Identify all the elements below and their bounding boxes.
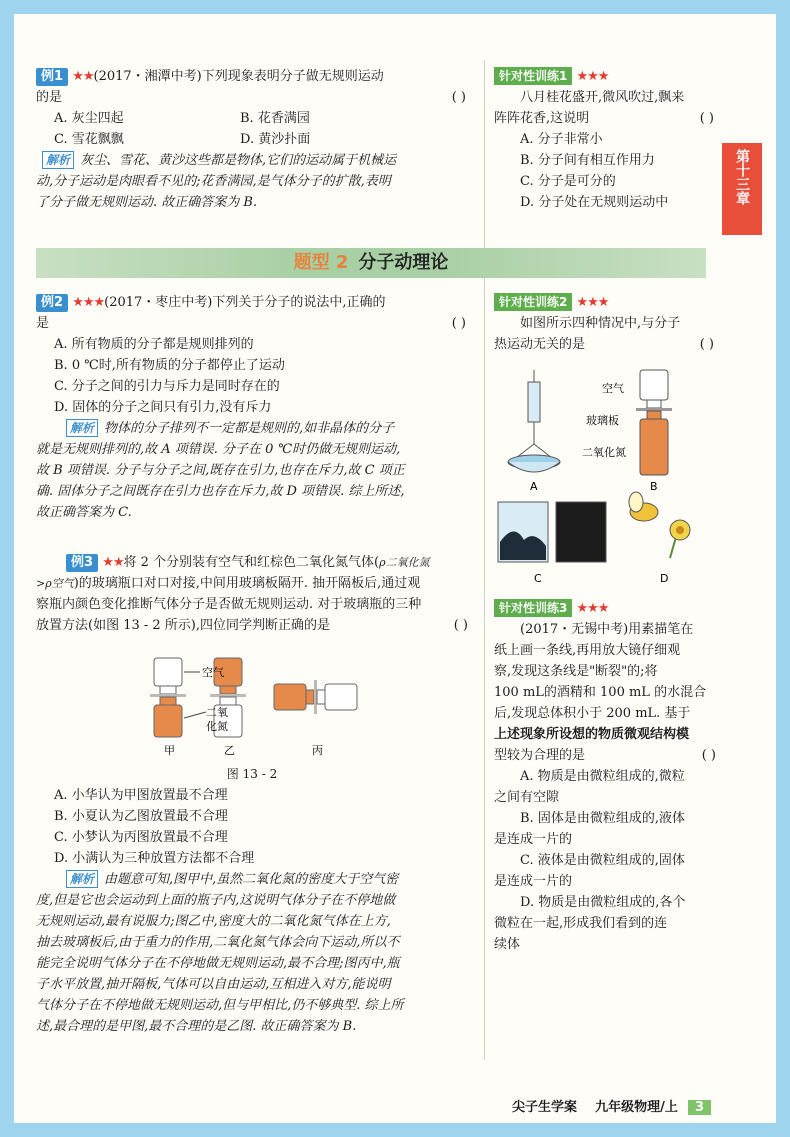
analysis-tag: 解析 (66, 419, 98, 437)
difficulty-stars: ★★★ (576, 295, 609, 310)
option-b: B. 固体是由微粒组成的,液体 (520, 811, 685, 826)
label-glass-plate: 玻璃板 (586, 414, 619, 427)
analysis-line: 由题意可知,图甲中,虽然二氧化氮的密度大于空气密 (104, 872, 399, 887)
difficulty-stars: ★★★ (72, 295, 105, 310)
example-1 (36, 66, 466, 213)
option-a: A. 所有物质的分子都是规则排列的 (54, 337, 254, 352)
label-air: 空气 (202, 666, 224, 679)
difficulty-stars: ★★★ (576, 69, 609, 84)
training-tag: 针对性训练1 (494, 67, 572, 85)
section-number: 题型 2 (293, 252, 349, 273)
example-tag: 例3 (66, 554, 98, 572)
question-line: 是 (36, 316, 50, 331)
option-b-cont: 是连成一片的 (494, 832, 573, 847)
figure-caption: 图 13 - 2 (226, 767, 278, 781)
difficulty-stars: ★★★ (576, 601, 609, 616)
page-footer (512, 1096, 711, 1115)
analysis-line: 故 B 项错误. 分子与分子之间,既存在引力,也存在斥力,故 C 项正 (36, 463, 405, 478)
label-bing: 丙 (312, 744, 323, 757)
difficulty-stars: ★★ (102, 555, 124, 570)
question-line: 后,发现总体积小于 200 mL. 基于 (494, 706, 691, 721)
label-no2: 化氮 (206, 720, 228, 733)
question-line: 察瓶内颜色变化推断气体分子是否做无规则运动. 对于玻璃瓶的三种 (36, 597, 422, 612)
chapter-tab-label: 第十三章 (734, 149, 750, 205)
answer-paren: ( ) (699, 111, 714, 126)
label-a: A (530, 480, 538, 493)
column-divider (484, 60, 485, 1060)
label-air: 空气 (602, 382, 624, 395)
option-b: B. 花香满园 (240, 111, 310, 126)
analysis-line: 确. 固体分子之间既存在引力也存在斥力,故 D 项错误. 综上所述, (36, 484, 405, 499)
option-a: A. 物质是由微粒组成的,微粒 (520, 769, 685, 784)
option-a: A. 分子非常小 (520, 132, 603, 147)
question-line: 纸上画一条线,再用放大镜仔细观 (494, 643, 681, 658)
analysis-line: 抽去玻璃板后,由于重力的作用,二氧化氮气体会向下运动,所以不 (36, 935, 400, 950)
option-d: D. 固体的分子之间只有引力,没有斥力 (54, 400, 272, 415)
option-d-cont: 续体 (494, 937, 521, 952)
option-b: B. 小夏认为乙图放置最不合理 (54, 809, 228, 824)
option-c: C. 小梦认为丙图放置最不合理 (54, 830, 228, 845)
option-c: C. 液体是由微粒组成的,固体 (520, 853, 685, 868)
figure-b (636, 370, 672, 475)
label-no2: 二氧 (206, 706, 228, 719)
label-d: D (660, 572, 669, 585)
chapter-tab (722, 143, 762, 235)
analysis-line: 述,最合理的是甲图,最不合理的是乙图. 故正确答案为 B. (36, 1019, 357, 1034)
option-c: C. 分子是可分的 (520, 174, 616, 189)
analysis-line: 气体分子在不停地做无规则运动,但与甲相比,仍不够典型. 综上所 (36, 998, 404, 1013)
question-line: 八月桂花盛开,微风吹过,飘来 (520, 90, 685, 105)
option-c-cont: 是连成一片的 (494, 874, 573, 889)
analysis-line: 就是无规则排列的,故 A 项错误. 分子在 0 ℃时仍做无规则运动, (36, 442, 401, 457)
label-no2: 二氧化氮 (582, 446, 626, 459)
bottle-bing (274, 680, 357, 714)
example-3 (36, 552, 468, 636)
option-c: C. 分子之间的引力与斥力是同时存在的 (54, 379, 280, 394)
question-line: 上述现象所设想的物质微观结构模 (494, 727, 690, 742)
training-tag: 针对性训练2 (494, 293, 572, 311)
training-3 (494, 598, 716, 955)
page-number: 3 (688, 1100, 711, 1115)
question-line: 下列关于分子的说法中,正确的 (212, 295, 386, 310)
analysis-line: 灰尘、雪花、黄沙这些都是物体,它们的运动属于机械运 (80, 153, 397, 168)
example-tag: 例2 (36, 294, 68, 312)
answer-paren: ( ) (451, 90, 466, 105)
figure-a (508, 370, 560, 472)
example-3-options (36, 764, 468, 1037)
question-line: 下列现象表明分子做无规则运动 (201, 69, 384, 84)
book-title: 尖子生学案 (512, 1100, 578, 1115)
question-line: (2017・无锡中考)用素描笔在 (520, 622, 694, 637)
figure-d (629, 492, 690, 558)
option-b: B. 分子间有相互作用力 (520, 153, 655, 168)
figure-13-2 (140, 650, 380, 760)
source: (2017・枣庄中考) (104, 295, 213, 310)
label-c: C (534, 572, 542, 585)
question-line: 放置方法(如图 13 - 2 所示),四位同学判断正确的是 (36, 618, 331, 633)
option-d-cont: 微粒在一起,形成我们看到的连 (494, 916, 668, 931)
label-jia: 甲 (164, 744, 175, 757)
option-b: B. 0 ℃时,所有物质的分子都停止了运动 (54, 358, 285, 373)
question-line: 型较为合理的是 (494, 748, 586, 763)
question-line: 阵阵花香,这说明 (494, 111, 590, 126)
question-line: 如图所示四种情况中,与分子 (520, 316, 681, 331)
option-c: C. 雪花飘飘 (54, 132, 124, 147)
option-d: D. 分子处在无规则运动中 (520, 195, 669, 210)
label-yi: 乙 (224, 744, 235, 757)
analysis-line: 度,但是它也会运动到上面的瓶子内,这说明气体分子在不停地做 (36, 893, 396, 908)
answer-paren: ( ) (451, 316, 466, 331)
analysis-line: 子水平放置,抽开隔板,气体可以自由运动,互相进入对方,能说明 (36, 977, 391, 992)
training-2 (494, 292, 714, 355)
question-line: 的是 (36, 90, 63, 105)
analysis-line: 能完全说明气体分子在不停地做无规则运动,最不合理;图丙中,瓶 (36, 956, 400, 971)
option-a: A. 灰尘四起 (54, 111, 124, 126)
analysis-line: 故正确答案为 C. (36, 505, 132, 520)
source: (2017・湘潭中考) (93, 69, 202, 84)
option-a: A. 小华认为甲图放置最不合理 (54, 788, 228, 803)
question-line: 100 mL的酒精和 100 mL 的水混合 (494, 685, 707, 700)
analysis-line: 动,分子运动是肉眼看不见的;花香满园,是气体分子的扩散,表明 (36, 174, 391, 189)
analysis-tag: 解析 (42, 151, 74, 169)
question-line: 察,发现这条线是"断裂"的;将 (494, 664, 658, 679)
grade-label: 九年级物理/上 (595, 1100, 678, 1115)
example-tag: 例1 (36, 68, 68, 86)
analysis-line: 无规则运动,最有说服力;图乙中,密度大的二氧化氮气体在上方, (36, 914, 391, 929)
section-title: 分子动理论 (358, 252, 449, 273)
option-d: D. 物质是由微粒组成的,各个 (520, 895, 686, 910)
label-b: B (650, 480, 658, 493)
density-symbol: ρ二氧化氮 (379, 556, 430, 569)
question-line: 热运动无关的是 (494, 337, 586, 352)
leader-line (184, 712, 206, 718)
question-line: 将 2 个分别装有空气和红棕色二氧化氮气体( (123, 555, 380, 570)
bottle-jia (150, 658, 186, 737)
answer-paren: ( ) (701, 748, 716, 763)
example-2 (36, 292, 466, 523)
option-d: D. 小满认为三种放置方法都不合理 (54, 851, 255, 866)
analysis-line: 物体的分子排列不一定都是规则的,如非晶体的分子 (104, 421, 395, 436)
training-1 (494, 66, 714, 213)
option-a-cont: 之间有空隙 (494, 790, 560, 805)
section-header (36, 248, 706, 278)
analysis-tag: 解析 (66, 870, 98, 888)
question-line: )的玻璃瓶口对口对接,中间用玻璃板隔开. 抽开隔板后,通过观 (73, 576, 421, 591)
training-tag: 针对性训练3 (494, 599, 572, 617)
answer-paren: ( ) (699, 337, 714, 352)
training-2-figure (494, 362, 714, 588)
option-d: D. 黄沙扑面 (240, 132, 311, 147)
difficulty-stars: ★★ (72, 69, 94, 84)
answer-paren: ( ) (453, 618, 468, 633)
analysis-line: 了分子做无规则运动. 故正确答案为 B. (36, 195, 258, 210)
density-symbol: >ρ空气 (36, 577, 74, 590)
figure-c (498, 502, 606, 562)
